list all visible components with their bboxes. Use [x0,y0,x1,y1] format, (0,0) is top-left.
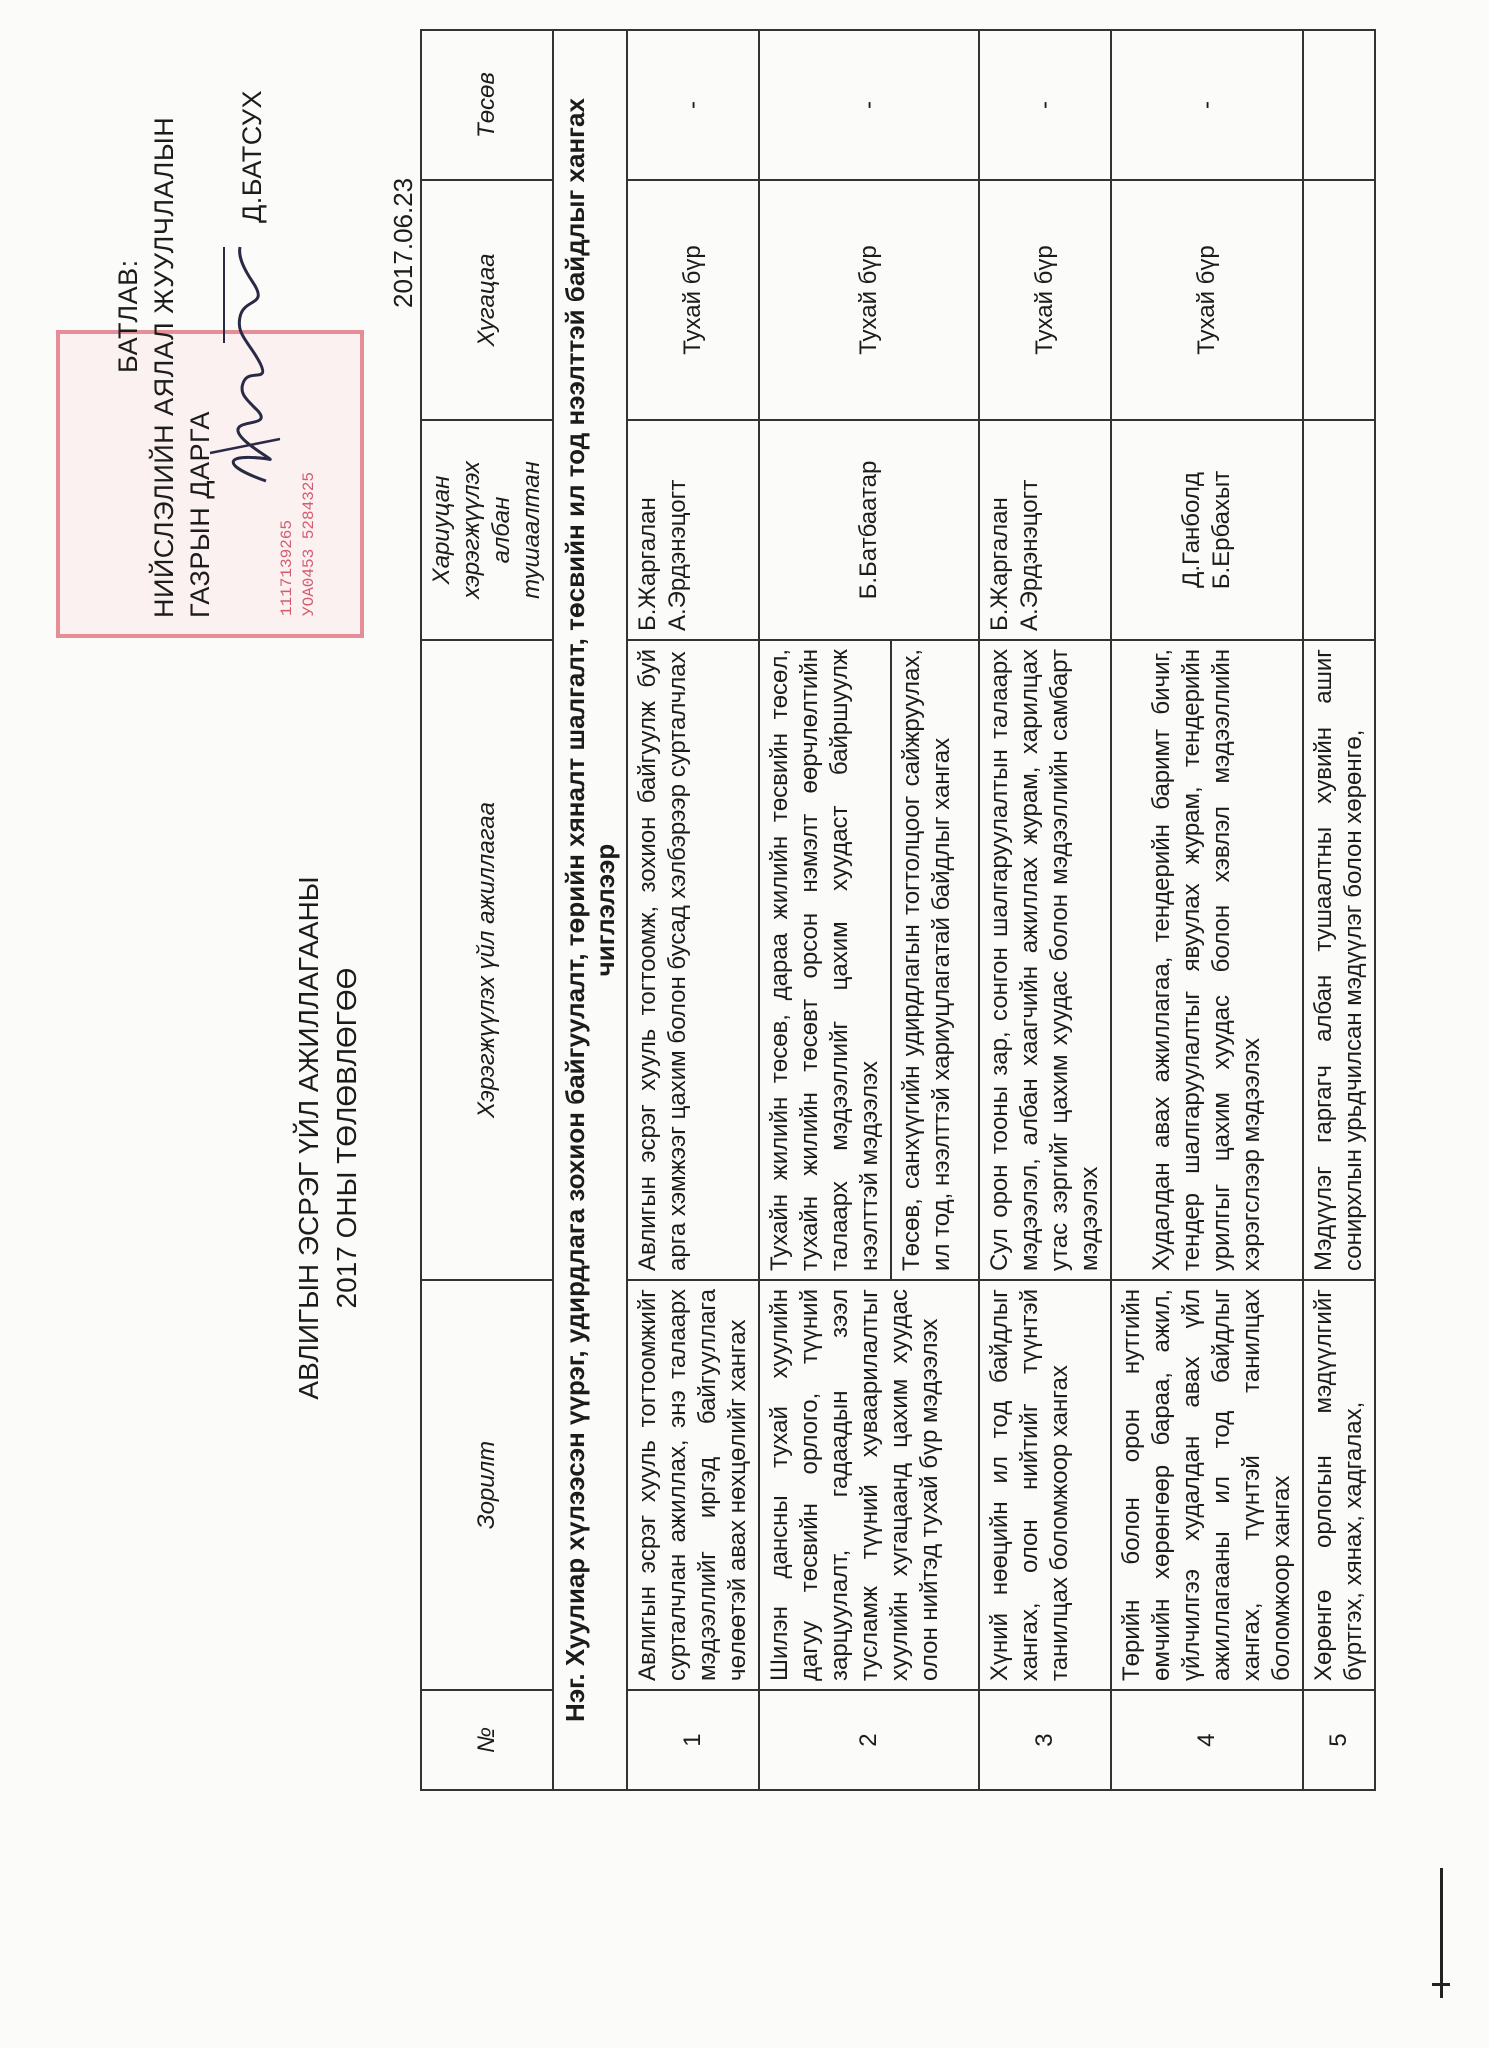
row-number: 3 [979,1690,1111,1790]
section-title: Нэг. Хуулиар хүлээсэн үүрэг, удирдлага зохион байгуулалт, төрийн хяналт шалгалт, төсвийн ил тод нээлттэй байдлыг хангах чиглэлээр [553,30,627,1790]
row-activity: Авлигын эсрэг хууль тогтоомж, зохион байгуулж буй арга хэмжээг цахим болон бусад хэлбэрээр сурталчлах [627,640,759,1280]
table-row [627,30,759,1790]
table-row [979,30,1111,1790]
row-budget [1303,30,1375,180]
table-header-row [421,30,553,1790]
row-number: 5 [1303,1690,1375,1790]
approval-org-line1: НИЙСЛЭЛИЙН АЯЛАЛ ЖУУЛЧЛАЛЫН [149,116,179,618]
row-responsible [1303,420,1375,640]
row-responsible: Б.Батбаатар [759,420,979,640]
row-budget: - [627,30,759,180]
table-row [1111,30,1303,1790]
row-activity: Худалдан авах ажиллагаа, тендерийн баримт бичиг, тендер шалгаруулалтыг явуулах журам, тендерийн урилгыг цахим хуудас болон хэвлэл мэдээллийн хэрэгслээр мэдээлэх [1111,640,1303,1280]
row-goal: Авлигын эсрэг хууль тогтоомжийг сурталчлан ажиллах, энэ талаарх мэдээллийг иргэд байгууллага чөлөөтэй авах нөхцөлийг хангах [627,1280,759,1690]
row-goal: Хөрөнгө орлогын мэдүүлгийг бүртгэх, хянах, хадгалах, [1303,1280,1375,1690]
row-number: 4 [1111,1690,1303,1790]
row-number: 1 [627,1690,759,1790]
row-responsible: Б.Жаргалан А.Эрдэнэцогт [627,420,759,640]
approval-label: БАТЛАВ: [113,259,143,373]
row-budget: - [759,30,979,180]
approval-signer: Д.БАТСУХ [237,89,267,223]
row-activity: Тухайн жилийн төсөв, дараа жилийн төсвийн төсөл, тухайн жилийн төсөвт орсон нэмэлт өөрчлөлтийн талаарх мэдээллийг цахим хуудаст байршуулж нээлттэй мэдээлэх [766,649,883,1271]
row-deadline: Тухай бүр [1111,180,1303,420]
row-deadline [1303,180,1375,420]
header-deadline: Хугацаа [421,180,553,420]
stamp-number: 1117139265 [278,519,296,616]
section-row [553,30,627,1790]
row-deadline: Тухай бүр [627,180,759,420]
approval-org-line2: ГАЗРЫН ДАРГА [185,411,215,618]
row-goal: Төрийн болон орон нутгийн өмчийн хөрөнгөөр бараа, ажил, үйлчилгээ худалдан авах үйл ажиллагааны ил тод байдлыг хангах, түүнтэй танилцах боломжоор хангах [1111,1280,1303,1690]
row-responsible: Д.Ганболд Б.Ербахыт [1111,420,1303,640]
document-title [290,788,366,1488]
row-activity-group [759,640,979,1280]
header-goal: Зорилт [421,1280,553,1690]
header-responsible: Хариуцан хэрэгжүүлэх албан тушаалтан [421,420,553,640]
row-budget: - [1111,30,1303,180]
row-activity-2: Төсөв, санхүүгийн удирдлагын тогтолцоог сайжруулах, ил тод, нээлттэй хариуцлагатай байдлыг хангах [890,641,962,1279]
row-deadline: Тухай бүр [979,180,1111,420]
plan-table [420,29,1376,1791]
row-deadline: Тухай бүр [759,180,979,420]
row-goal: Шилэн дансны тухай хуулийн дагуу төсвийн орлого, түүний зарцуулалт, гадаадын зээл тусламж түүний хуваарилалтыг хуулийн хугацаанд цахим хуудас олон нийтэд тухай бүр мэдээлэх [759,1280,979,1690]
header-activity: Хэрэгжүүлэх үйл ажиллагаа [421,640,553,1280]
title-line2: 2017 ОНЫ ТӨЛӨВЛӨГӨӨ [331,967,362,1309]
signature [180,243,300,493]
approval-date: 2017.06.23 [388,177,418,308]
row-budget: - [979,30,1111,180]
title-line1: АВЛИГЫН ЭСРЭГ ҮЙЛ АЖИЛЛАГААНЫ [293,876,324,1400]
stamp-register: УОА0453 5284325 [300,471,318,616]
header-budget: Төсөв [421,30,553,180]
table-row [1303,30,1375,1790]
row-responsible: Б.Жаргалан А.Эрдэнэцогт [979,420,1111,640]
row-activity: Сул орон тооны зар, сонгон шалгаруулалтын талаарх мэдээлэл, албан хаагчийн ажиллах журам, харилцах утас зэргийг цахим хуудас болон мэдээллийн самбарт мэдээлэх [979,640,1111,1280]
header-no: № [421,1690,553,1790]
row-goal: Хүний нөөцийн ил тод байдлыг хангах, олон нийтийг түүнтэй танилцах боломжоор хангах [979,1280,1111,1690]
binder-mark [1432,1983,1450,1986]
row-activity: Мэдүүлэг гаргагч албан тушаалтны хувийн ашиг сонирхлын урьдчилсан мэдүүлэг болон хөрөнгө, [1303,640,1375,1280]
row-number: 2 [759,1690,979,1790]
table-row [759,30,979,1790]
binder-mark [1440,1868,1443,1998]
